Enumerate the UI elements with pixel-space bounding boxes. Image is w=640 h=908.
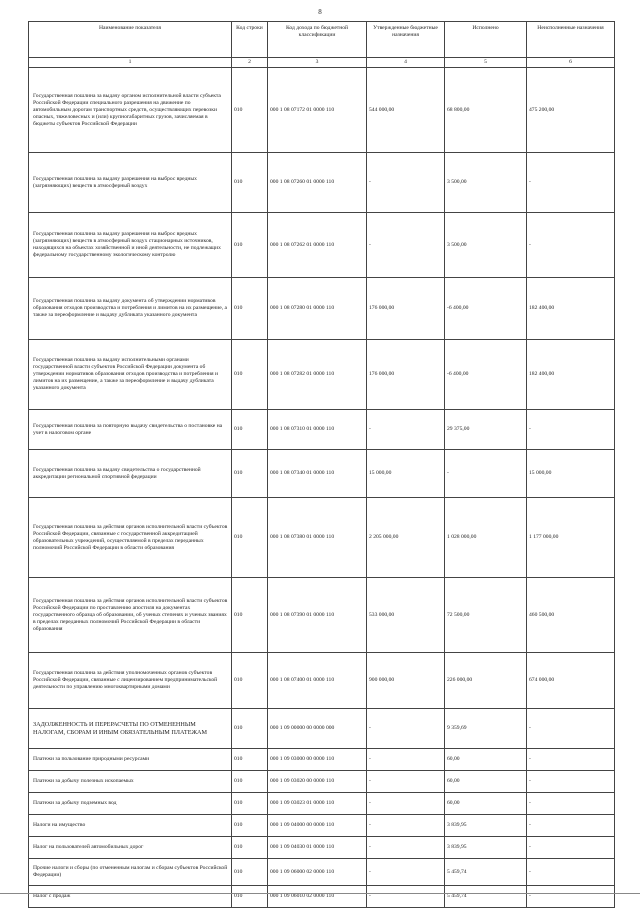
- unexecuted-amount: -: [527, 749, 615, 771]
- executed-amount: -6 400,00: [445, 278, 527, 340]
- budget-classification-code: 000 1 08 07340 01 0000 110: [268, 450, 367, 498]
- indicator-name: Государственная пошлина за повторную выдачу свидетельства о постановке на учет в налоговом органе: [29, 410, 232, 450]
- unexecuted-amount: 182 400,00: [527, 340, 615, 410]
- line-code: 010: [232, 153, 268, 213]
- unexecuted-amount: -: [527, 793, 615, 815]
- executed-amount: 60,00: [445, 793, 527, 815]
- line-code: 010: [232, 749, 268, 771]
- line-code: 010: [232, 278, 268, 340]
- header-indicator-name: Наименование показателя: [29, 22, 232, 58]
- header-approved: Утвержденные бюджетные назначения: [367, 22, 445, 58]
- indicator-name: Государственная пошлина за действия органов исполнительной власти субъектов Российской Федерации, связанные с государственной аккредитацией образовательных учреждений, осуществляемой в пределах переданных полномочий Российской Федерации в области образования: [29, 498, 232, 578]
- executed-amount: 29 375,00: [445, 410, 527, 450]
- column-number: 4: [367, 58, 445, 68]
- approved-amount: -: [367, 749, 445, 771]
- approved-amount: -: [367, 410, 445, 450]
- table-row: [29, 709, 615, 749]
- approved-amount: 544 000,00: [367, 68, 445, 153]
- budget-classification-code: 000 1 08 07172 01 0000 110: [268, 68, 367, 153]
- executed-amount: -: [445, 450, 527, 498]
- line-code: 010: [232, 653, 268, 709]
- header-row: [29, 22, 615, 58]
- line-code: 010: [232, 578, 268, 653]
- header-line-code: Код строки: [232, 22, 268, 58]
- budget-classification-code: 000 1 08 07262 01 0000 110: [268, 213, 367, 278]
- table-row: [29, 153, 615, 213]
- indicator-name: Государственная пошлина за выдачу документа об утверждении нормативов образования отходов производства и потребления и лимитов на их размещение, а также за переоформление и выдачу дубликата указанного документа: [29, 278, 232, 340]
- budget-classification-code: 000 1 08 07400 01 0000 110: [268, 653, 367, 709]
- unexecuted-amount: 1 177 000,00: [527, 498, 615, 578]
- indicator-name: Платежи за добычу подземных вод: [29, 793, 232, 815]
- budget-classification-code: 000 1 09 03000 00 0000 110: [268, 749, 367, 771]
- executed-amount: 60,00: [445, 771, 527, 793]
- approved-amount: -: [367, 793, 445, 815]
- table-row: [29, 68, 615, 153]
- table-row: [29, 837, 615, 859]
- executed-amount: 226 000,00: [445, 653, 527, 709]
- budget-classification-code: 000 1 09 06000 02 0000 110: [268, 859, 367, 886]
- indicator-name: Государственная пошлина за выдачу разрешения на выброс вредных (загрязняющих) веществ в атмосферный воздух: [29, 153, 232, 213]
- executed-amount: 3 500,00: [445, 153, 527, 213]
- unexecuted-amount: -: [527, 709, 615, 749]
- indicator-name: Государственная пошлина за действия уполномоченных органов субъектов Российской Федерации, связанные с лицензированием предпринимательской деятельности по управлению многоквартирными домами: [29, 653, 232, 709]
- column-number-row: [29, 58, 615, 68]
- table-row: [29, 653, 615, 709]
- unexecuted-amount: 460 500,00: [527, 578, 615, 653]
- column-number: 5: [445, 58, 527, 68]
- budget-classification-code: 000 1 09 04030 01 0000 110: [268, 837, 367, 859]
- executed-amount: 3 500,00: [445, 213, 527, 278]
- executed-amount: 1 028 000,00: [445, 498, 527, 578]
- unexecuted-amount: -: [527, 213, 615, 278]
- approved-amount: 176 000,00: [367, 340, 445, 410]
- table-row: [29, 278, 615, 340]
- column-number: 1: [29, 58, 232, 68]
- budget-classification-code: 000 1 08 07390 01 0000 110: [268, 578, 367, 653]
- column-number: 6: [527, 58, 615, 68]
- column-number: 2: [232, 58, 268, 68]
- unexecuted-amount: 475 200,00: [527, 68, 615, 153]
- line-code: 010: [232, 837, 268, 859]
- indicator-name: Платежи за добычу полезных ископаемых: [29, 771, 232, 793]
- table-row: [29, 498, 615, 578]
- budget-classification-code: 000 1 08 07280 01 0000 110: [268, 278, 367, 340]
- line-code: 010: [232, 340, 268, 410]
- table-row: [29, 213, 615, 278]
- approved-amount: -: [367, 859, 445, 886]
- budget-classification-code: 000 1 09 03023 01 0000 110: [268, 793, 367, 815]
- unexecuted-amount: 182 400,00: [527, 278, 615, 340]
- line-code: 010: [232, 859, 268, 886]
- approved-amount: 176 000,00: [367, 278, 445, 340]
- approved-amount: -: [367, 213, 445, 278]
- line-code: 010: [232, 886, 268, 908]
- executed-amount: 68 800,00: [445, 68, 527, 153]
- approved-amount: -: [367, 153, 445, 213]
- line-code: 010: [232, 450, 268, 498]
- indicator-name: Государственная пошлина за выдачу свидетельства о государственной аккредитации региональной спортивной федерации: [29, 450, 232, 498]
- budget-classification-code: 000 1 09 00000 00 0000 000: [268, 709, 367, 749]
- budget-classification-code: 000 1 09 03020 00 0000 110: [268, 771, 367, 793]
- table-row: [29, 578, 615, 653]
- budget-classification-code: 000 1 08 07380 01 0000 110: [268, 498, 367, 578]
- indicator-name: Платежи за пользование природными ресурсами: [29, 749, 232, 771]
- approved-amount: -: [367, 771, 445, 793]
- executed-amount: -6 400,00: [445, 340, 527, 410]
- unexecuted-amount: -: [527, 153, 615, 213]
- unexecuted-amount: -: [527, 771, 615, 793]
- approved-amount: 15 000,00: [367, 450, 445, 498]
- header-executed: Исполнено: [445, 22, 527, 58]
- executed-amount: 5 459,74: [445, 886, 527, 908]
- table-row: [29, 410, 615, 450]
- budget-classification-code: 000 1 09 06010 02 0000 110: [268, 886, 367, 908]
- unexecuted-amount: -: [527, 410, 615, 450]
- unexecuted-amount: 15 000,00: [527, 450, 615, 498]
- column-number: 3: [268, 58, 367, 68]
- table-row: [29, 771, 615, 793]
- table-row: [29, 815, 615, 837]
- executed-amount: 60,00: [445, 749, 527, 771]
- page-bottom-divider: [0, 893, 640, 894]
- header-unexecuted: Неисполненные назначения: [527, 22, 615, 58]
- unexecuted-amount: -: [527, 837, 615, 859]
- line-code: 010: [232, 793, 268, 815]
- unexecuted-amount: -: [527, 886, 615, 908]
- line-code: 010: [232, 771, 268, 793]
- approved-amount: 2 205 000,00: [367, 498, 445, 578]
- header-budget-classification: Код дохода по бюджетной классификации: [268, 22, 367, 58]
- line-code: 010: [232, 498, 268, 578]
- indicator-name: Государственная пошлина за выдачу органом исполнительной власти субъекта Российской Федерации специального разрешения на движение по автомобильным дорогам транспортных средств, осуществляющих перевозки опасных, тяжеловесных и (или) крупногабаритных грузов, зачисляемая в бюджеты субъектов Российской Федерации: [29, 68, 232, 153]
- table-row: [29, 859, 615, 886]
- line-code: 010: [232, 68, 268, 153]
- budget-classification-code: 000 1 09 04000 00 0000 110: [268, 815, 367, 837]
- line-code: 010: [232, 815, 268, 837]
- executed-amount: 5 459,74: [445, 859, 527, 886]
- executed-amount: 72 500,00: [445, 578, 527, 653]
- indicator-name: Налог на пользователей автомобильных дорог: [29, 837, 232, 859]
- table-row: [29, 450, 615, 498]
- approved-amount: 900 000,00: [367, 653, 445, 709]
- indicator-name: Налоги на имущество: [29, 815, 232, 837]
- executed-amount: 3 839,95: [445, 815, 527, 837]
- table-row: [29, 340, 615, 410]
- page-number: 8: [318, 8, 322, 16]
- indicator-name: Государственная пошлина за выдачу исполнительными органами государственной власти субъектов Российской Федерации документа об утверждении нормативов образования отходов производства и потребления и лимитов на их размещение, а также за переоформление и выдачу дубликата указанного документа: [29, 340, 232, 410]
- approved-amount: 533 000,00: [367, 578, 445, 653]
- budget-execution-table: [28, 21, 615, 908]
- indicator-name: Государственная пошлина за выдачу разрешения на выброс вредных (загрязняющих) веществ в атмосферный воздух стационарных источников, находящихся на объектах хозяйственной и иной деятельности, не подлежащих федеральному государственному экологическому контролю: [29, 213, 232, 278]
- approved-amount: -: [367, 886, 445, 908]
- executed-amount: 9 359,69: [445, 709, 527, 749]
- executed-amount: 3 839,95: [445, 837, 527, 859]
- table-row: [29, 793, 615, 815]
- line-code: 010: [232, 213, 268, 278]
- approved-amount: -: [367, 837, 445, 859]
- approved-amount: -: [367, 709, 445, 749]
- unexecuted-amount: 674 000,00: [527, 653, 615, 709]
- unexecuted-amount: -: [527, 815, 615, 837]
- indicator-name: ЗАДОЛЖЕННОСТЬ И ПЕРЕРАСЧЕТЫ ПО ОТМЕНЕННЫМ НАЛОГАМ, СБОРАМ И ИНЫМ ОБЯЗАТЕЛЬНЫМ ПЛАТЕЖАМ: [29, 709, 232, 749]
- indicator-name: Государственная пошлина за действия органов исполнительной власти субъектов Российской Федерации по проставлению апостиля на документах государственного образца об образовании, об ученых степенях и ученых званиях в пределах переданных полномочий Российской Федерации в области образования: [29, 578, 232, 653]
- budget-classification-code: 000 1 08 07260 01 0000 110: [268, 153, 367, 213]
- line-code: 010: [232, 709, 268, 749]
- table-row: [29, 886, 615, 908]
- budget-classification-code: 000 1 08 07310 01 0000 110: [268, 410, 367, 450]
- table-row: [29, 749, 615, 771]
- indicator-name: Прочие налоги и сборы (по отмененным налогам и сборам субъектов Российской Федерации): [29, 859, 232, 886]
- unexecuted-amount: -: [527, 859, 615, 886]
- line-code: 010: [232, 410, 268, 450]
- indicator-name: Налог с продаж: [29, 886, 232, 908]
- approved-amount: -: [367, 815, 445, 837]
- budget-classification-code: 000 1 08 07282 01 0000 110: [268, 340, 367, 410]
